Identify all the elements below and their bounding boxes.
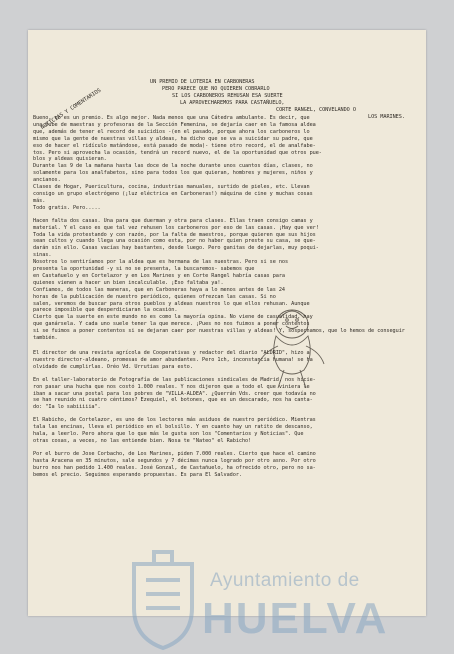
text-line: bemos el precio. Seguimos esperando propuestas. Es para El Salvador. xyxy=(33,471,242,478)
paragraph xyxy=(33,417,419,445)
watermark-line-1: Ayuntamiento de xyxy=(210,570,360,591)
paragraph xyxy=(33,115,419,212)
headline-line: LA APROVECHAREMOS PARA CASTAÑUELO, xyxy=(180,99,285,106)
watermark-line-2: HUELVA xyxy=(202,594,389,643)
article-body xyxy=(33,115,419,485)
text-line: Durante las 9 de la mañana hasta las doce de la noche durante unos cuantos días, clases, no xyxy=(33,163,313,170)
text-line: blos y aldeas quisieran. xyxy=(33,156,107,163)
headline-line: LOS MARINES. xyxy=(368,113,405,120)
headline-line: SI LOS CARBONEROS REHUSAN ESA SUERTE xyxy=(172,92,283,99)
text-line: si se fuimos a poner contentos si se dejaran caer por nuestras villas y aldeas! Y, sospechamos, que lo hemos de conseguir xyxy=(33,328,405,335)
text-line: Cierto que la suerte en este mundo no es como la mayoría opina. No viene de casualidad, hay xyxy=(33,314,313,321)
text-line: Por el burro de Jose Corbacho, de Los Marines, piden 7.000 reales. Cierto que hace el camino xyxy=(33,450,316,457)
headline-line: UN PREMIO DE LOTERIA EN CARBONERAS xyxy=(150,79,255,85)
text-line: ron pasar una hucha que nos costó 1.000 reales. Y nos dijeron que a todo el que viniera le xyxy=(33,383,310,390)
text-line: mismo que la gente de nuestras villas y aldeas, ha dicho que se va a suicidar su padre, que xyxy=(33,135,313,142)
text-line: que, además de tener el record de suicidios -(en el pasado, porque ahora los carboneros lo xyxy=(33,128,310,135)
text-line: Confiamos, de todos las maneras, que en Carboneras haya a lo menos antes de las 24 xyxy=(33,286,285,293)
text-line: salen, veremos de buscar para otros pueblos y aldeas nuestros lo que ellos rehusan. Aunque xyxy=(33,300,310,307)
text-line: solamente para los analfabetos, sino para todos los que quieran, hombres y mujeres, niños y xyxy=(33,170,313,177)
text-line: en Castañuelo y en Cortelazor y en Los Marines y en Corte Rangel habría casas para xyxy=(33,272,285,279)
city-shield-icon xyxy=(124,550,204,654)
text-line: material. Y el caso es que tal vez rehusen los carboneros por eso de las casas. ¡Hay que ver! xyxy=(33,224,319,231)
text-line: El director de una revista agrícola de Cooperativas y redactor del diario "ALDRID", hizo a xyxy=(33,350,310,356)
text-line: El Rabicho, de Cortelazor, es uno de los lectores más asiduos de nuestro periódico. Mientras xyxy=(33,417,316,424)
text-line: eso de hacer el ridículo matándose, está pasado de moda)- tiene otro record, el de analfabe- xyxy=(33,142,316,149)
text-line: En el taller-laboratorio de Fotografía de las publicaciones sindicales de Madrid, nos hicie- xyxy=(33,376,316,383)
text-line: otras cosas, a veces, no las entiende bien. Nosa te "Nateo" el Rabicho! xyxy=(33,437,252,444)
sketch-figure-icon xyxy=(228,280,358,400)
text-line: ancianos. xyxy=(33,177,61,184)
text-line: más. xyxy=(33,197,46,204)
text-line: Hacen falta dos casas. Una para que duerman y otra para clases. Ellas traen consigo camas y xyxy=(33,217,313,224)
headline-line: CORTE RANGEL, CONVELANDO O xyxy=(276,106,356,113)
text-line: olvidado de cumplirlas. Oréo Vd. Urrutias para esto. xyxy=(33,363,193,370)
paragraph xyxy=(33,350,419,371)
text-line: burro nos han pedido 1.400 reales. José Gonzal, de Castañuelo, ha ofrecido otro, pero no sa- xyxy=(33,464,316,471)
text-line: que ganársela. Y cada uno suele tener la que merece. ¡Pues no nos fuimos a poner contentos xyxy=(33,321,310,328)
text-line: tos. Pero si aprovecha la ocasión, tendrá un record nuevo, el de la oportunidad que otros pue- xyxy=(33,149,322,156)
text-line: Clases de Hogar, Puericultura, cocina, industrias manuales, surtido de pieles, etc. Llevan xyxy=(33,184,310,191)
text-line: hala, a leerlo. Pero ahora que lo que más le gusta son los "Comentarios y Noticias". Que xyxy=(33,431,304,438)
section-label: NOTICIAS Y COMENTARIOS xyxy=(40,87,103,132)
text-line: consigo un grupo electrógeno (¡luz eléctrica en Carboneras!) máquina de cine y muchas cosas xyxy=(33,190,313,197)
text-line: Todo gratis. Pero..... xyxy=(33,204,101,211)
text-line: tala las encinas, lleva el periódico en el bolsillo. Y en cuanto hay un ratito de descanso, xyxy=(33,424,313,431)
text-line: Bueno, no es un premio. Es algo mejor. Nada menos que una Cátedra ambulante. Es decir, que xyxy=(33,115,310,121)
text-line: presenta la oportunidad -y si no se presenta, la buscaremos- sabemos que xyxy=(33,266,255,273)
paragraph xyxy=(33,377,419,412)
text-line: parece imposible que desperdiciaran la ocasión. xyxy=(33,307,178,314)
paragraph xyxy=(33,218,419,342)
text-line: darán sin ello. Casas vacías hay bastantes, desde luego. Pero ganitas de dejarlas, muy poqui- xyxy=(33,245,319,252)
headline-line: PERO PARECE QUE NO QUIEREN COBRARLO xyxy=(162,85,270,92)
paragraph xyxy=(33,451,419,479)
text-line: una nube de maestras y profesoras de la Sección Femenina, se dejaría caer en la famosa aldea xyxy=(33,121,316,128)
text-line: Toda la vida protestando y con razón, por la falta de maestros, porque quieren que sus hijos xyxy=(33,231,316,238)
text-line: nuestro director-aldeano, promesas de amor abundantes. Pero 1ch, inconstancia humana! se ha xyxy=(33,356,313,363)
text-line: hasta Aracena en 35 minutos, sale segundos y 7 décimas nunca logrado por otro asno. Por otro xyxy=(33,457,316,464)
text-line: quienes vienen a hacer un bien incalculable. ¡Eso faltaba ya!. xyxy=(33,279,224,286)
text-line: iban a sacar una postal para los pobres de "VILLA-ALDEA". ¿Querrán Vds. creer que todavía no xyxy=(33,390,316,397)
text-line: Nosotros lo sentiríamos por la aldea que es hermana de las nuestras. Pero si se nos xyxy=(33,259,289,266)
text-line: también. xyxy=(33,335,58,342)
text-line: sinas. xyxy=(33,252,52,259)
document-page xyxy=(28,30,426,643)
text-line: do: "Ia lo sabiiiiia". xyxy=(33,404,101,411)
text-line: se han reunido ni cuatro céntimos? Ezequiel, el botones, que es un descarado, nos ha canta- xyxy=(33,397,313,404)
text-line: horas de la publicación de nuestro periódico, quienes ofrezcan las casas. Si no xyxy=(33,293,276,300)
text-line: sean cultos y cuando llega una ocasión como esta, por no haber quien preste su casa, se que- xyxy=(33,238,316,245)
watermark xyxy=(124,550,454,654)
